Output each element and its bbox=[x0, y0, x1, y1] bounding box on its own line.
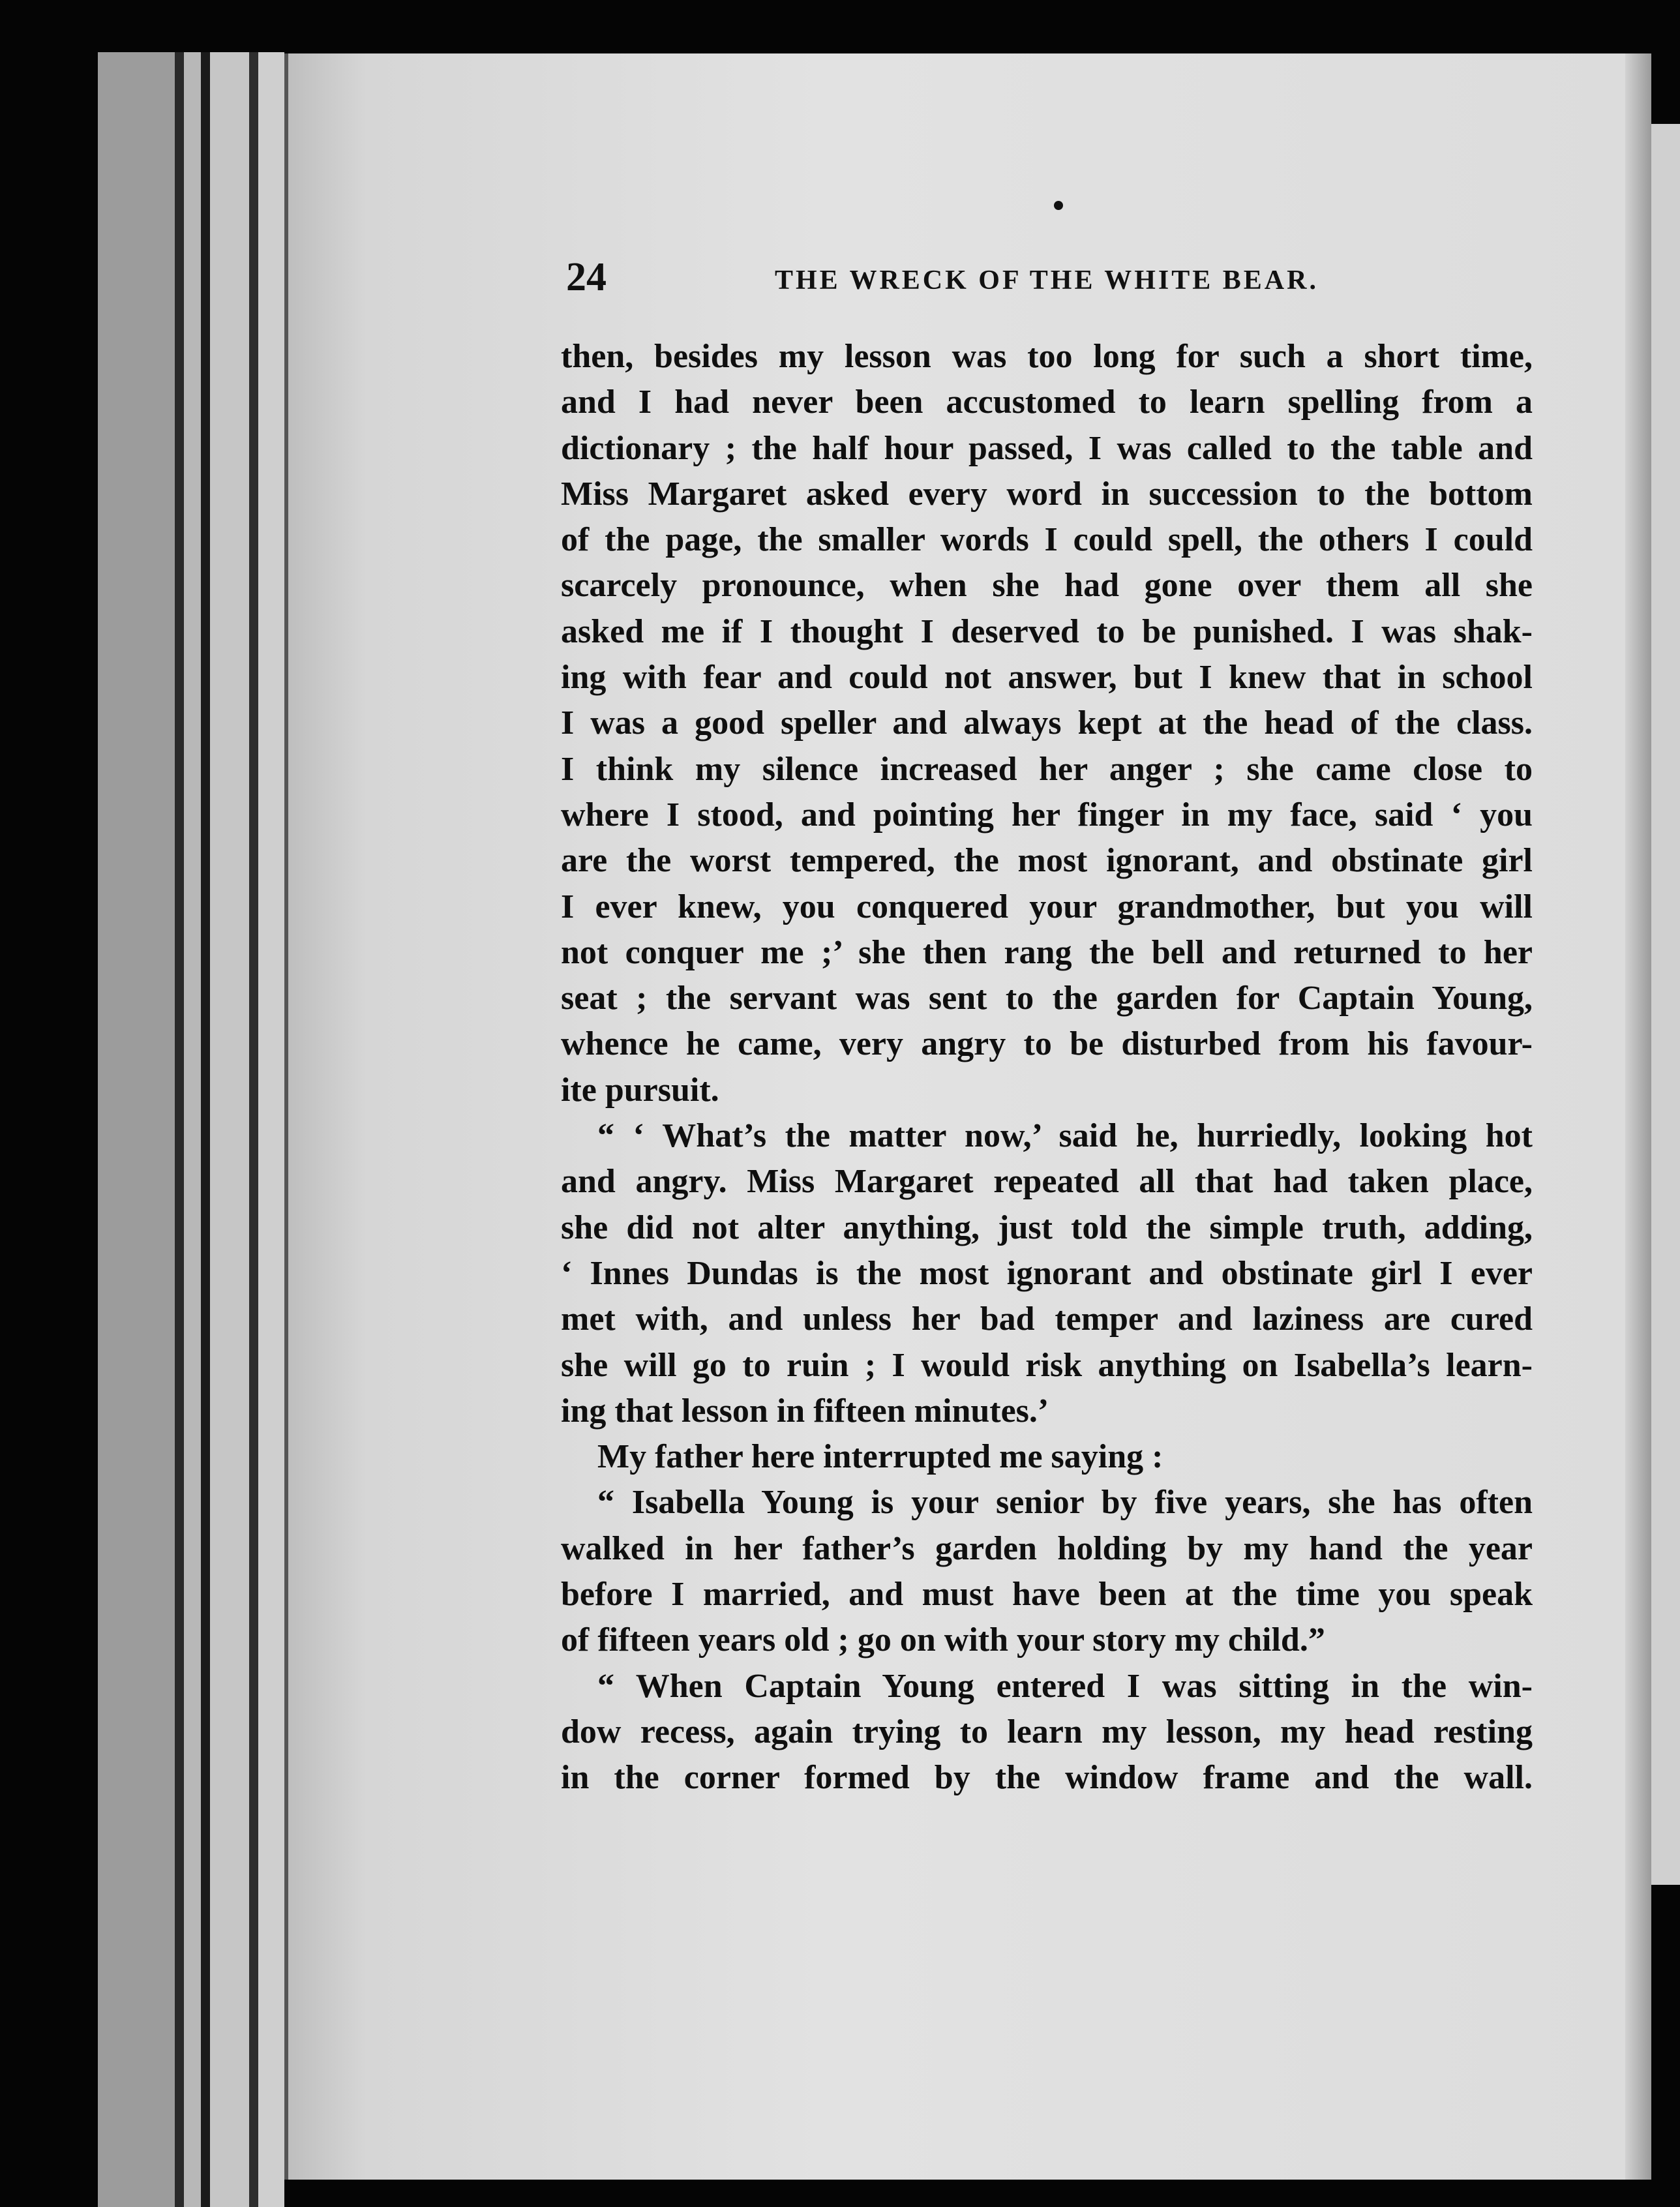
text-line: and I had never been accustomed to learn spelling from a bbox=[561, 383, 1533, 421]
text-line: walked in her father’s garden holding by my hand the year bbox=[561, 1529, 1533, 1567]
text-line: seat ; the servant was sent to the garden for Captain Young, bbox=[561, 980, 1533, 1017]
text-line: ite pursuit. bbox=[561, 1071, 719, 1109]
text-line: before I married, and must have been at the time you speak bbox=[561, 1576, 1533, 1614]
text-line: My father here interrupted me saying : bbox=[597, 1438, 1163, 1476]
text-line: of the page, the smaller words I could spell, the others I could bbox=[561, 521, 1533, 559]
text-line: “ When Captain Young entered I was sitting in the win- bbox=[597, 1667, 1533, 1705]
book-edge bbox=[201, 52, 210, 2207]
running-title: THE WRECK OF THE WHITE BEAR. bbox=[775, 265, 1319, 295]
book-edge bbox=[249, 52, 258, 2207]
text-line: and angry. Miss Margaret repeated all that had taken place, bbox=[561, 1163, 1533, 1201]
text-line: ‘ Innes Dundas is the most ignorant and obstinate girl I ever bbox=[561, 1254, 1533, 1292]
page-header bbox=[566, 254, 1323, 313]
ink-speck bbox=[1054, 201, 1063, 210]
book-edge bbox=[98, 52, 176, 2207]
book-edge bbox=[175, 52, 184, 2207]
page-number: 24 bbox=[566, 255, 607, 299]
text-line: are the worst tempered, the most ignorant, and obstinate girl bbox=[561, 842, 1533, 880]
text-line: ing that lesson in fifteen minutes.’ bbox=[561, 1392, 1049, 1430]
text-line: whence he came, very angry to be disturbed from his favour- bbox=[561, 1025, 1533, 1063]
text-line: she will go to ruin ; I would risk anything on Isabella’s learn- bbox=[561, 1346, 1533, 1384]
text-line: dictionary ; the half hour passed, I was called to the table and bbox=[561, 429, 1533, 467]
page-gutter bbox=[284, 53, 288, 2180]
text-line: met with, and unless her bad temper and laziness are cured bbox=[561, 1300, 1533, 1338]
text-line: of fifteen years old ; go on with your story my child.” bbox=[561, 1621, 1325, 1659]
text-line: “ Isabella Young is your senior by five years, she has often bbox=[597, 1484, 1533, 1522]
text-line: then, besides my lesson was too long for such a short time, bbox=[561, 338, 1533, 375]
adjacent-page-edge bbox=[1651, 124, 1680, 1885]
text-line: in the corner formed by the window frame and the wall. bbox=[561, 1759, 1533, 1797]
text-line: dow recess, again trying to learn my lesson, my head resting bbox=[561, 1713, 1533, 1750]
text-line: asked me if I thought I deserved to be punished. I was shak- bbox=[561, 612, 1533, 650]
book-edge bbox=[210, 52, 249, 2207]
text-line: Miss Margaret asked every word in succession to the bottom bbox=[561, 475, 1533, 513]
text-line: I ever knew, you conquered your grandmother, but you will bbox=[561, 888, 1533, 925]
text-line: I think my silence increased her anger ; she came close to bbox=[561, 750, 1533, 788]
body-text bbox=[561, 334, 1533, 1801]
text-line: where I stood, and pointing her finger in my face, said ‘ you bbox=[561, 796, 1533, 833]
book-edge bbox=[258, 52, 284, 2207]
page-shadow bbox=[1625, 53, 1651, 2180]
text-line: “ ‘ What’s the matter now,’ said he, hurriedly, looking hot bbox=[597, 1117, 1533, 1155]
text-line: ing with fear and could not answer, but I knew that in school bbox=[561, 659, 1533, 697]
text-line: not conquer me ;’ she then rang the bell and returned to her bbox=[561, 933, 1533, 971]
book-edge bbox=[184, 52, 201, 2207]
text-line: scarcely pronounce, when she had gone over them all she bbox=[561, 567, 1533, 605]
text-line: I was a good speller and always kept at the head of the class. bbox=[561, 704, 1533, 742]
text-line: she did not alter anything, just told the simple truth, adding, bbox=[561, 1209, 1533, 1246]
